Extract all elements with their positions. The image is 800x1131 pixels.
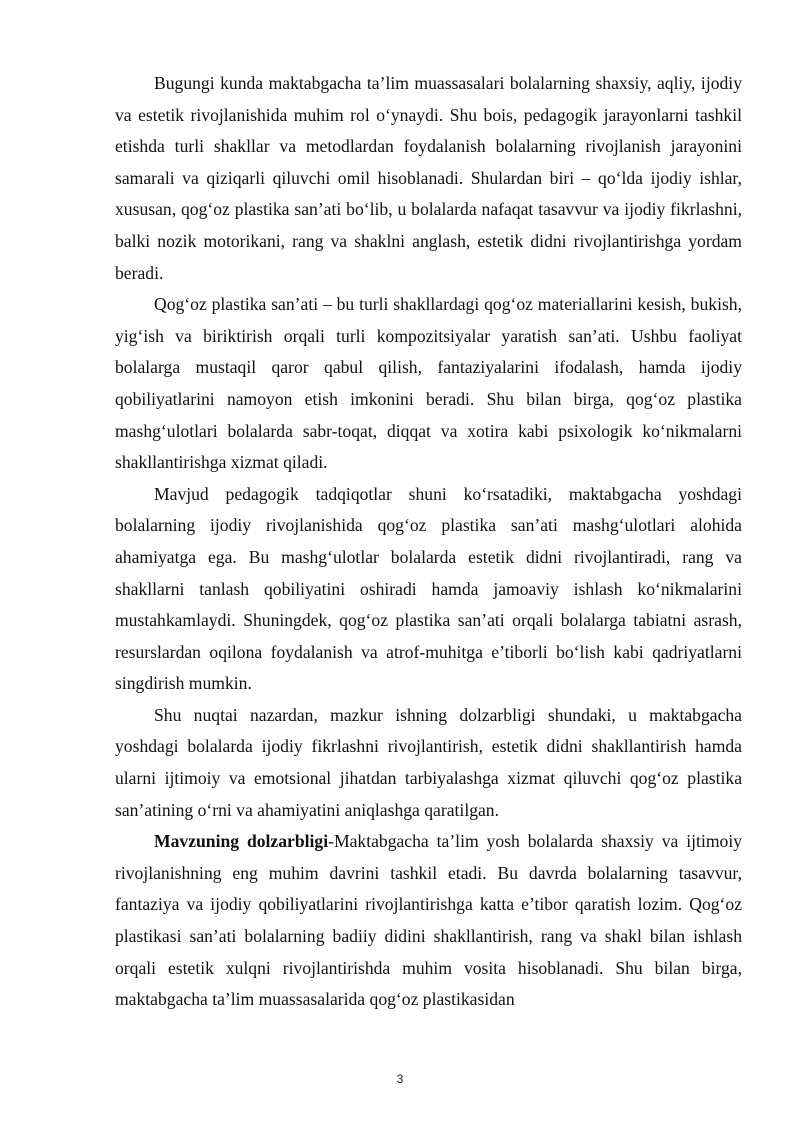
paragraph-intro: Bugungi kunda maktabgacha ta’lim muassasalari bolalarning shaxsiy, aqliy, ijodiy va estetik rivojlanishida muhim rol o‘ynaydi. Shu bois, pedagogik jarayonlarni tashkil etishda turli shakllar va metodlardan foydalanish bolalarning rivojlanish jarayonini samarali va qiziqarli qiluvchi omil hisoblanadi. Shulardan biri – qo‘lda ijodiy ishlar, xususan, qog‘oz plastika san’ati bo‘lib, u bolalarda nafaqat tasavvur va ijodiy fikrlashni, balki nozik motorikani, rang va shaklni anglash, estetik didni rivojlantirishga yordam beradi. — [115, 73, 742, 283]
paragraph-relevance — [115, 826, 742, 1016]
page-number: 3 — [396, 1072, 404, 1086]
paragraph-research: Mavjud pedagogik tadqiqotlar shuni ko‘rsatadiki, maktabgacha yoshdagi bolalarning ijodiy rivojlanishida qog‘oz plastika san’ati mashg‘ulotlari alohida ahamiyatga ega. Bu mashg‘ulotlar bolalarda estetik didni rivojlantiradi, rang va shakllarni tanlash qobiliyatini oshiradi hamda jamoaviy ishlash ko‘nikmalarini mustahkamlaydi. Shuningdek, qog‘oz plastika san’ati orqali bolalarga tabiatni asrash, resurslardan oqilona foydalanish va atrof-muhitga e’tiborli bo‘lish kabi qadriyatlarni singdirish mumkin. — [115, 483, 742, 694]
paragraph-perspective: Shu nuqtai nazardan, mazkur ishning dolzarbligi shundaki, u maktabgacha yoshdagi bolalarda ijodiy fikrlashni rivojlantirish, estetik didni shakllantirish hamda ularni ijtimoiy va emotsional jihatdan tarbiyalashga xizmat qiluvchi qog‘oz plastika san’atining o‘rni va ahamiyatini aniqlashga qaratilgan. — [115, 704, 742, 820]
paragraph-paper-plastic-definition: Qog‘oz plastika san’ati – bu turli shakllardagi qog‘oz materiallarini kesish, bukish, yig‘ish va biriktirish orqali turli kompozitsiyalar yaratish san’ati. Ushbu faoliyat bolalarga mustaqil qaror qabul qilish, fantaziyalarini ifodalash, hamda ijodiy qobiliyatlarini namoyon etish imkonini beradi. Shu bilan birga, qog‘oz plastika mashg‘ulotlari bolalarda sabr-toqat, diqqat va xotira kabi psixologik ko‘nikmalarni shakllantirishga xizmat qiladi. — [115, 294, 742, 473]
relevance-heading: Mavzuning dolzarbligi — [154, 831, 329, 852]
relevance-text: -Maktabgacha ta’lim yosh bolalarda shaxsiy va ijtimoiy rivojlanishning eng muhim davrini tashkil etadi. Bu davrda bolalarning tasavvur, fantaziya va ijodiy qobiliyatlarini rivojlantirishga katta e’tibor qaratish lozim. Qog‘oz plastikasi san’ati bolalarning badiiy didini shakllantirish, rang va shakl bilan ishlash orqali estetik xulqni rivojlantirishda muhim vosita hisoblanadi. Shu bilan birga, maktabgacha ta’lim muassasalarida qog‘oz plastikasidan — [115, 831, 743, 1010]
